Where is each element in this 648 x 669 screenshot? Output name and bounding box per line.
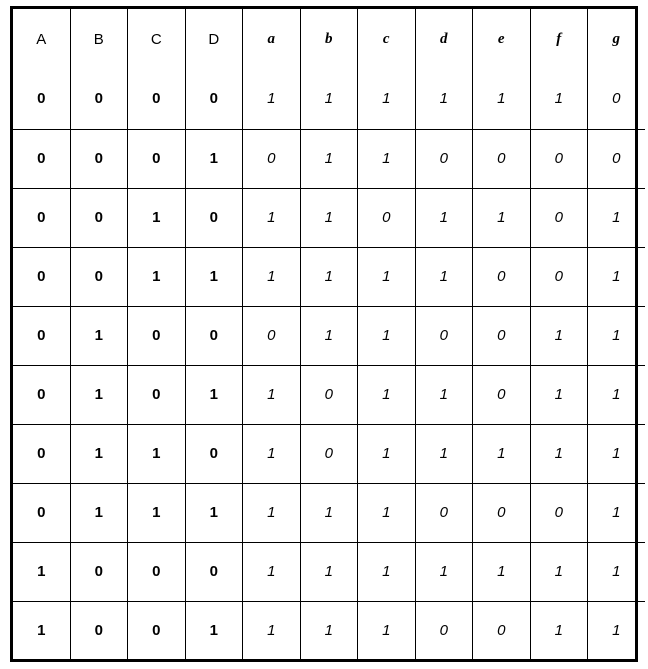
input-a-cell: 0	[13, 424, 70, 483]
header-output-c: c	[358, 9, 416, 69]
output-d-cell: 1	[415, 247, 473, 306]
output-g-cell: 1	[588, 601, 645, 660]
input-b-cell: 1	[70, 365, 128, 424]
output-g-cell: 1	[588, 365, 645, 424]
output-b-cell: 1	[300, 483, 358, 542]
output-f-cell: 1	[530, 542, 588, 601]
table-row	[13, 601, 645, 660]
header-output-b: b	[300, 9, 358, 69]
table-row	[13, 424, 645, 483]
input-b-cell: 0	[70, 188, 128, 247]
output-g-cell: 0	[588, 69, 645, 129]
input-a-cell: 0	[13, 365, 70, 424]
table-row	[13, 306, 645, 365]
output-c-cell: 1	[358, 365, 416, 424]
output-b-cell: 1	[300, 129, 358, 188]
output-d-cell: 0	[415, 483, 473, 542]
table-row	[13, 69, 645, 129]
output-c-cell: 1	[358, 306, 416, 365]
output-f-cell: 1	[530, 69, 588, 129]
table-row	[13, 247, 645, 306]
input-c-cell: 0	[128, 129, 186, 188]
input-b-cell: 1	[70, 424, 128, 483]
input-d-cell: 0	[185, 424, 243, 483]
output-a-cell: 1	[243, 365, 301, 424]
output-d-cell: 1	[415, 365, 473, 424]
input-b-cell: 0	[70, 129, 128, 188]
output-c-cell: 0	[358, 188, 416, 247]
input-a-cell: 1	[13, 601, 70, 660]
output-b-cell: 1	[300, 542, 358, 601]
output-c-cell: 1	[358, 424, 416, 483]
output-a-cell: 0	[243, 129, 301, 188]
input-d-cell: 0	[185, 188, 243, 247]
input-b-cell: 0	[70, 69, 128, 129]
table-row	[13, 483, 645, 542]
output-b-cell: 0	[300, 365, 358, 424]
header-input-a: A	[13, 9, 70, 69]
output-e-cell: 0	[473, 129, 531, 188]
output-e-cell: 1	[473, 542, 531, 601]
input-c-cell: 0	[128, 542, 186, 601]
output-d-cell: 0	[415, 129, 473, 188]
output-b-cell: 1	[300, 188, 358, 247]
output-e-cell: 1	[473, 69, 531, 129]
output-f-cell: 0	[530, 129, 588, 188]
input-b-cell: 0	[70, 542, 128, 601]
header-input-c: C	[128, 9, 186, 69]
output-a-cell: 1	[243, 424, 301, 483]
table-row	[13, 129, 645, 188]
output-a-cell: 1	[243, 69, 301, 129]
table-row	[13, 542, 645, 601]
output-a-cell: 1	[243, 483, 301, 542]
output-a-cell: 1	[243, 188, 301, 247]
output-d-cell: 1	[415, 69, 473, 129]
output-g-cell: 1	[588, 424, 645, 483]
input-b-cell: 0	[70, 601, 128, 660]
input-d-cell: 1	[185, 365, 243, 424]
output-f-cell: 1	[530, 365, 588, 424]
output-c-cell: 1	[358, 483, 416, 542]
input-d-cell: 1	[185, 601, 243, 660]
output-f-cell: 0	[530, 247, 588, 306]
input-b-cell: 1	[70, 483, 128, 542]
input-d-cell: 1	[185, 247, 243, 306]
header-output-g: g	[588, 9, 645, 69]
table-row	[13, 365, 645, 424]
output-a-cell: 1	[243, 601, 301, 660]
header-output-e: e	[473, 9, 531, 69]
input-d-cell: 1	[185, 483, 243, 542]
output-c-cell: 1	[358, 542, 416, 601]
output-b-cell: 1	[300, 247, 358, 306]
table-row	[13, 188, 645, 247]
output-g-cell: 1	[588, 483, 645, 542]
input-a-cell: 1	[13, 542, 70, 601]
output-d-cell: 1	[415, 424, 473, 483]
input-b-cell: 0	[70, 247, 128, 306]
output-b-cell: 0	[300, 424, 358, 483]
output-d-cell: 1	[415, 542, 473, 601]
truth-table-frame	[10, 6, 638, 662]
output-e-cell: 1	[473, 188, 531, 247]
output-c-cell: 1	[358, 69, 416, 129]
output-a-cell: 1	[243, 247, 301, 306]
input-c-cell: 0	[128, 306, 186, 365]
input-b-cell: 1	[70, 306, 128, 365]
output-e-cell: 0	[473, 601, 531, 660]
output-g-cell: 1	[588, 247, 645, 306]
output-e-cell: 0	[473, 483, 531, 542]
header-input-b: B	[70, 9, 128, 69]
input-c-cell: 0	[128, 601, 186, 660]
output-g-cell: 0	[588, 129, 645, 188]
input-a-cell: 0	[13, 129, 70, 188]
output-f-cell: 0	[530, 188, 588, 247]
output-b-cell: 1	[300, 601, 358, 660]
output-g-cell: 1	[588, 188, 645, 247]
output-d-cell: 1	[415, 188, 473, 247]
output-c-cell: 1	[358, 601, 416, 660]
output-e-cell: 0	[473, 306, 531, 365]
header-output-f: f	[530, 9, 588, 69]
output-g-cell: 1	[588, 306, 645, 365]
output-c-cell: 1	[358, 247, 416, 306]
input-c-cell: 1	[128, 483, 186, 542]
input-a-cell: 0	[13, 188, 70, 247]
input-c-cell: 0	[128, 365, 186, 424]
output-f-cell: 1	[530, 601, 588, 660]
output-a-cell: 1	[243, 542, 301, 601]
output-a-cell: 0	[243, 306, 301, 365]
output-e-cell: 1	[473, 424, 531, 483]
input-c-cell: 0	[128, 69, 186, 129]
input-a-cell: 0	[13, 483, 70, 542]
input-d-cell: 0	[185, 306, 243, 365]
input-d-cell: 1	[185, 129, 243, 188]
output-b-cell: 1	[300, 69, 358, 129]
header-input-d: D	[185, 9, 243, 69]
output-f-cell: 0	[530, 483, 588, 542]
output-e-cell: 0	[473, 365, 531, 424]
output-e-cell: 0	[473, 247, 531, 306]
truth-table	[13, 9, 645, 660]
output-d-cell: 0	[415, 306, 473, 365]
output-g-cell: 1	[588, 542, 645, 601]
input-d-cell: 0	[185, 69, 243, 129]
output-f-cell: 1	[530, 306, 588, 365]
output-f-cell: 1	[530, 424, 588, 483]
header-output-d: d	[415, 9, 473, 69]
header-row	[13, 9, 645, 69]
header-output-a: a	[243, 9, 301, 69]
input-a-cell: 0	[13, 247, 70, 306]
input-c-cell: 1	[128, 247, 186, 306]
output-d-cell: 0	[415, 601, 473, 660]
input-c-cell: 1	[128, 188, 186, 247]
output-b-cell: 1	[300, 306, 358, 365]
input-d-cell: 0	[185, 542, 243, 601]
output-c-cell: 1	[358, 129, 416, 188]
input-c-cell: 1	[128, 424, 186, 483]
input-a-cell: 0	[13, 306, 70, 365]
input-a-cell: 0	[13, 69, 70, 129]
